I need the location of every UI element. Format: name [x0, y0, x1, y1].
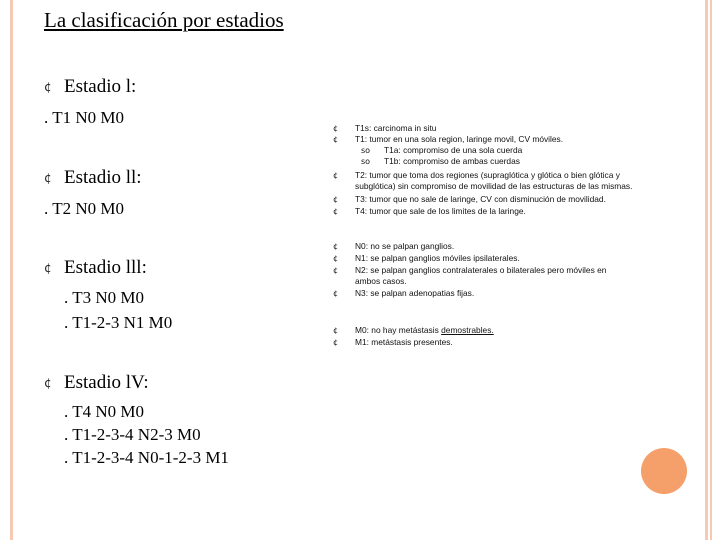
- bullet-icon: ¢: [333, 326, 339, 335]
- stage-1-line-1: . T1 N0 M0: [44, 108, 124, 127]
- bullet-icon: ¢: [333, 242, 339, 251]
- decorative-orange-circle: [641, 448, 687, 494]
- bullet-icon: ¢: [44, 80, 52, 94]
- stage-2-label: Estadio ll:: [64, 167, 142, 188]
- stage-4-line-3: . T1-2-3-4 N0-1-2-3 M1: [64, 448, 229, 467]
- t1a-text: T1a: compromiso de una sola cuerda: [384, 145, 523, 155]
- n1-text: N1: se palpan ganglios móviles ipsilaterales.: [355, 253, 520, 263]
- bullet-icon: ¢: [333, 135, 339, 144]
- m1-text: M1: metástasis presentes.: [355, 337, 453, 347]
- t2-text-line-2: subglótica) sin compromiso de movilidad de las estructuras de las mismas.: [355, 181, 633, 191]
- stage-4-line-2: . T1-2-3-4 N2-3 M0: [64, 425, 201, 444]
- stage-3-label: Estadio lll:: [64, 257, 147, 278]
- n2-text-line-2: ambos casos.: [355, 276, 407, 286]
- n0-text: N0: no se palpan ganglios.: [355, 241, 455, 251]
- m0-text-underlined: demostrables.: [441, 325, 494, 335]
- stage-3-line-2: . T1-2-3 N1 M0: [64, 313, 173, 332]
- n2-text-line-1: N2: se palpan ganglios contralaterales o bilaterales pero móviles en: [355, 265, 607, 275]
- bullet-icon: ¢: [333, 289, 339, 298]
- sub-bullet-icon: so: [361, 146, 371, 155]
- bullet-icon: ¢: [44, 376, 52, 390]
- m0-text: [355, 325, 494, 336]
- t2-text-line-1: T2: tumor que toma dos regiones (supraglótica y glótica o bien glótica y: [355, 170, 620, 180]
- right-frame-line-inner: [710, 0, 712, 540]
- bullet-icon: ¢: [333, 338, 339, 347]
- stage-1-label: Estadio l:: [64, 76, 137, 97]
- t3-text: T3: tumor que no sale de laringe, CV con disminución de movilidad.: [355, 194, 606, 204]
- stage-4-line-1: . T4 N0 M0: [64, 402, 144, 421]
- n3-text: N3: se palpan adenopatias fijas.: [355, 288, 475, 298]
- slide-title: La clasificación por estadios: [44, 8, 284, 32]
- bullet-icon: ¢: [333, 254, 339, 263]
- stage-3-line-1: . T3 N0 M0: [64, 288, 144, 307]
- bullet-icon: ¢: [44, 171, 52, 185]
- t1s-text: T1s: carcinoma in situ: [355, 123, 437, 133]
- bullet-icon: ¢: [44, 261, 52, 275]
- bullet-icon: ¢: [333, 207, 339, 216]
- bullet-icon: ¢: [333, 171, 339, 180]
- bullet-icon: ¢: [333, 266, 339, 275]
- bullet-icon: ¢: [333, 124, 339, 133]
- right-frame-line: [705, 0, 708, 540]
- sub-bullet-icon: so: [361, 157, 371, 166]
- t1b-text: T1b: compromiso de ambas cuerdas: [384, 156, 520, 166]
- t1-text: T1: tumor en una sola region, laringe movil, CV móviles.: [355, 134, 564, 144]
- t4-text: T4: tumor que sale de los limites de la laringe.: [355, 206, 526, 216]
- m0-text-prefix: M0: no hay metástasis: [355, 325, 442, 335]
- stage-2-line-1: . T2 N0 M0: [44, 199, 124, 218]
- stage-4-label: Estadio lV:: [64, 372, 149, 393]
- left-frame-line: [10, 0, 13, 540]
- bullet-icon: ¢: [333, 195, 339, 204]
